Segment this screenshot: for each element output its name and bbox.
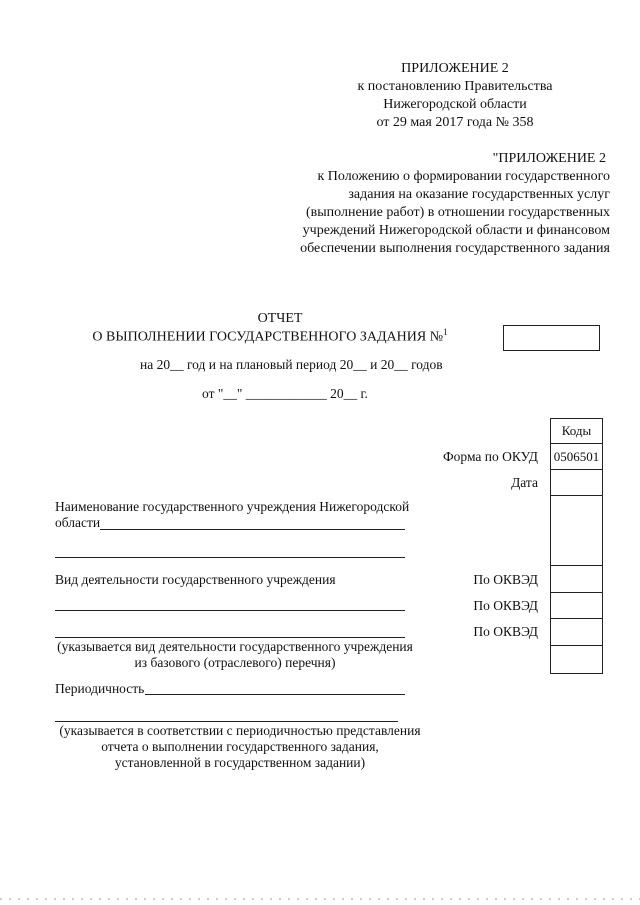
extra-code-cell[interactable] — [551, 646, 603, 674]
institution-name-field-2[interactable] — [55, 557, 405, 558]
period-line: на 20__ год и на плановый период 20__ и 20__ годов — [140, 357, 443, 372]
report-number-field[interactable] — [503, 325, 600, 351]
okud-code-cell: 0506501 — [551, 444, 603, 470]
appendix-title: ПРИЛОЖЕНИЕ 2 — [401, 61, 509, 76]
date-code-cell[interactable] — [551, 470, 603, 496]
periodicity-note-line: установленной в государственном задании) — [114, 755, 366, 770]
activity-note — [45, 639, 425, 671]
activity-field-2[interactable] — [55, 637, 405, 638]
okud-label: Форма по ОКУД — [442, 449, 538, 464]
institution-name-label: Наименование государственного учреждения Нижегородской — [55, 499, 410, 514]
institution-name-field[interactable] — [100, 529, 405, 530]
regulation-line: к Положению о формировании государственного — [317, 169, 610, 184]
activity-label: Вид деятельности государственного учреждения — [55, 572, 336, 587]
okved-label-3: По ОКВЭД — [473, 624, 538, 639]
regulation-line: задания на оказание государственных услуг — [348, 187, 610, 202]
registry-code-cell[interactable] — [551, 496, 603, 566]
activity-note-line: (указывается вид деятельности государственного учреждения — [57, 639, 413, 654]
activity-field-1[interactable] — [55, 610, 405, 611]
periodicity-field-2[interactable] — [55, 721, 398, 722]
regulation-header — [250, 150, 610, 258]
okved-code-cell-1[interactable] — [551, 566, 603, 593]
regulation-line: обеспечении выполнения государственного задания — [300, 241, 610, 256]
report-date-line: от "__" ____________ 20__ г. — [202, 386, 368, 401]
footnote-mark: 1 — [443, 327, 448, 337]
regulation-title: "ПРИЛОЖЕНИЕ 2 — [492, 151, 606, 166]
okved-label-2: По ОКВЭД — [473, 598, 538, 613]
codes-table — [550, 418, 603, 674]
activity-note-line: из базового (отраслевого) перечня) — [134, 655, 336, 670]
scan-edge-noise — [0, 898, 640, 900]
appendix-line: к постановлению Правительства — [357, 79, 553, 94]
report-subtitle-text: О ВЫПОЛНЕНИИ ГОСУДАРСТВЕННОГО ЗАДАНИЯ № — [92, 329, 444, 345]
periodicity-note — [45, 723, 435, 771]
appendix-line: Нижегородской области — [383, 97, 527, 112]
periodicity-label: Периодичность — [55, 681, 145, 696]
periodicity-field[interactable] — [145, 694, 405, 695]
report-subtitle — [40, 327, 500, 346]
institution-name-label-cont: области — [55, 515, 101, 530]
okved-code-cell-2[interactable] — [551, 593, 603, 619]
okved-code-cell-3[interactable] — [551, 619, 603, 646]
appendix-header — [300, 60, 610, 132]
codes-header: Коды — [551, 419, 603, 444]
appendix-line: от 29 мая 2017 года № 358 — [376, 115, 534, 130]
periodicity-note-line: (указывается в соответствии с периодичностью представления — [59, 723, 421, 738]
regulation-line: (выполнение работ) в отношении государственных — [305, 205, 610, 220]
date-label: Дата — [511, 475, 538, 490]
okved-label-1: По ОКВЭД — [473, 572, 538, 587]
regulation-line: учреждений Нижегородской области и финансовом — [302, 223, 610, 238]
periodicity-note-line: отчета о выполнении государственного задания, — [101, 739, 379, 754]
report-title: ОТЧЕТ — [257, 311, 303, 326]
